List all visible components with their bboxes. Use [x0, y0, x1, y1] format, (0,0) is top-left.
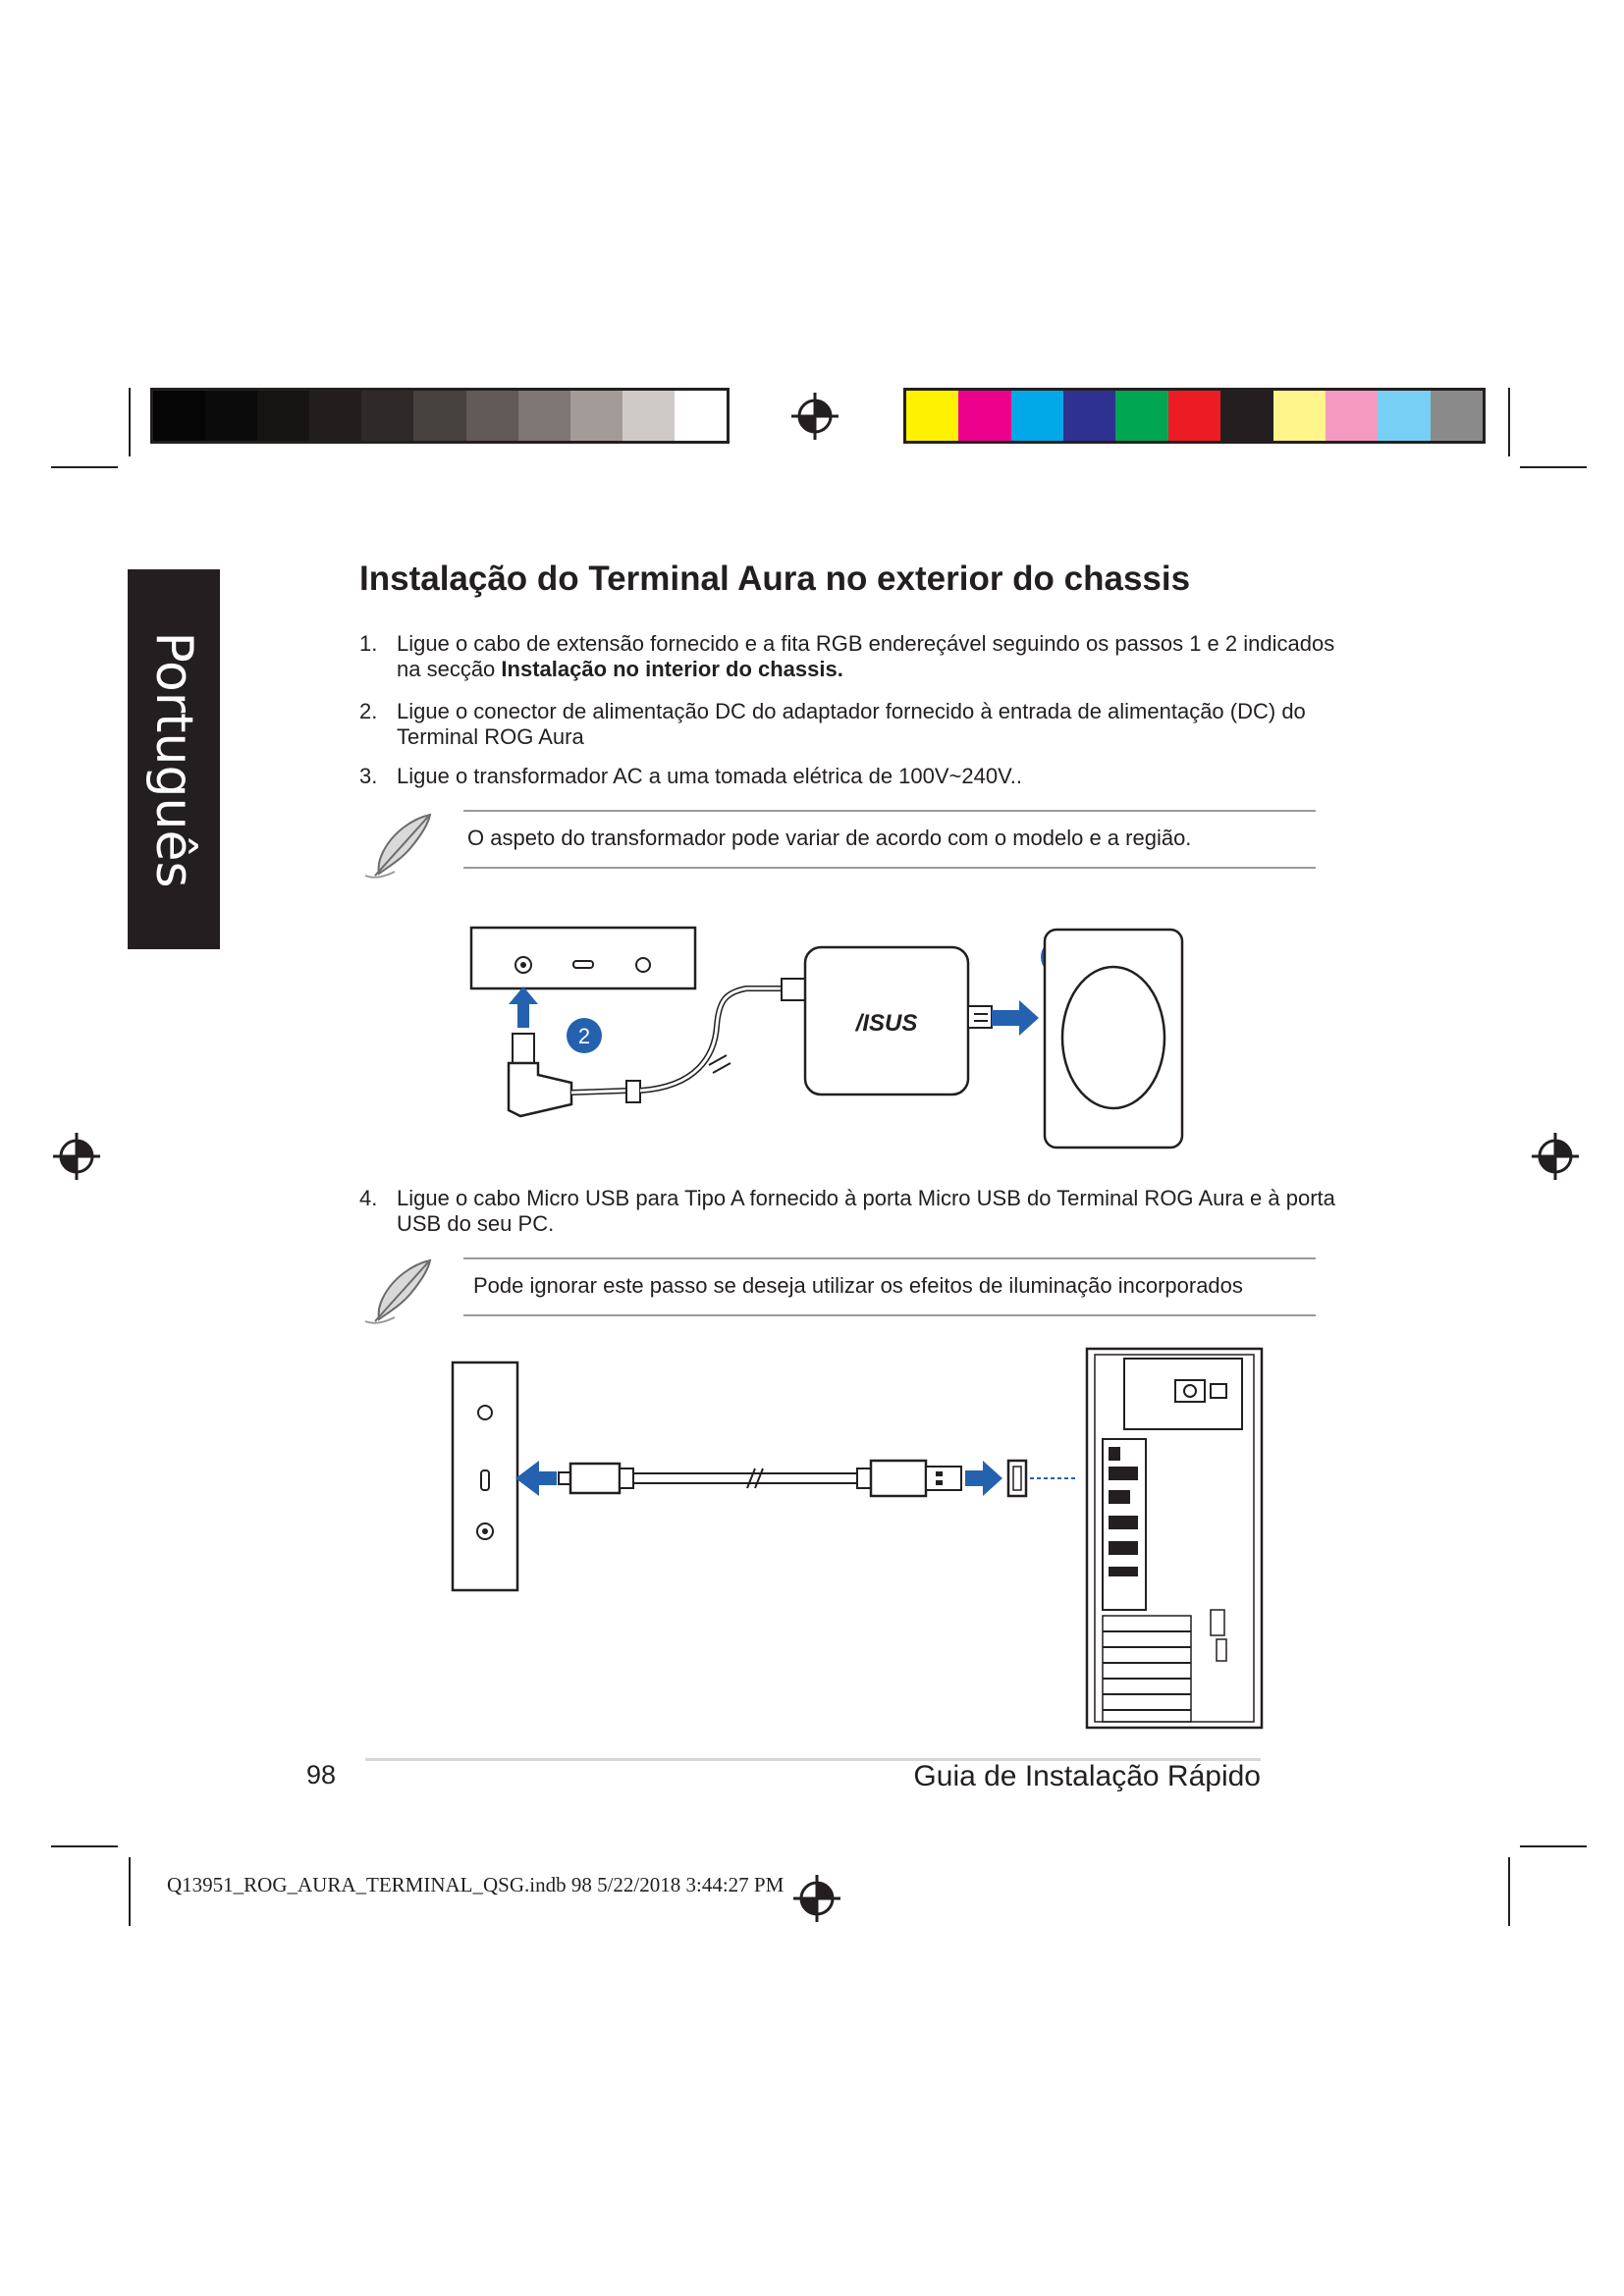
step-text: Ligue o conector de alimentação DC do adaptador fornecido à entrada de alimentação (DC) do Terminal ROG Aura	[397, 699, 1306, 749]
callout-2-label: 2	[577, 1024, 591, 1048]
step-text: Ligue o cabo Micro USB para Tipo A fornecido à porta Micro USB do Terminal ROG Aura e à porta USB do seu PC.	[397, 1186, 1335, 1236]
dc-plug-illustration	[509, 1063, 571, 1116]
step-number: 3.	[359, 764, 378, 788]
language-tab-label: Português	[144, 630, 203, 888]
list-item	[359, 699, 1341, 750]
color-swatch	[1326, 391, 1378, 441]
color-swatch	[153, 391, 205, 441]
crop-mark	[1508, 388, 1510, 456]
color-swatch	[205, 391, 257, 441]
step-number: 4.	[359, 1186, 378, 1210]
color-swatch	[1011, 391, 1063, 441]
note-rule	[463, 1314, 1316, 1316]
color-calibration-bar	[903, 388, 1486, 444]
guide-title: Guia de Instalação Rápido	[913, 1760, 1261, 1792]
list-item	[359, 764, 1341, 789]
color-swatch	[309, 391, 361, 441]
page-number: 98	[306, 1760, 337, 1789]
color-swatch	[1431, 391, 1483, 441]
brand-logo: /ISUS	[855, 1010, 918, 1037]
color-swatch	[413, 391, 465, 441]
color-swatch	[1220, 391, 1272, 441]
arrow-right-icon	[992, 1000, 1039, 1036]
note-feather-icon	[361, 811, 438, 881]
arrow-up-icon	[509, 987, 538, 1028]
color-swatch	[906, 391, 958, 441]
power-adapter-diagram	[461, 918, 1247, 1153]
print-slug: Q13951_ROG_AURA_TERMINAL_QSG.indb 98 5/22/2018 3:44:27 PM	[167, 1873, 785, 1896]
grayscale-calibration-bar	[150, 388, 730, 444]
color-swatch	[958, 391, 1010, 441]
crop-mark	[51, 466, 118, 468]
usb-connection-diagram	[447, 1345, 1272, 1737]
registration-target-icon	[51, 1131, 102, 1182]
note-rule	[463, 867, 1316, 869]
micro-usb-plug-illustration	[570, 1464, 620, 1493]
registration-target-icon	[791, 1873, 842, 1924]
crop-mark	[1508, 1857, 1510, 1926]
color-swatch	[1063, 391, 1115, 441]
step-text-bold: Instalação no interior do chassis.	[501, 657, 843, 681]
note-feather-icon	[361, 1256, 438, 1327]
color-swatch	[361, 391, 413, 441]
step-number: 2.	[359, 699, 378, 723]
note-text: Pode ignorar este passo se deseja utilizar os efeitos de iluminação incorporados	[473, 1273, 1243, 1298]
note-text: O aspeto do transformador pode variar de acordo com o modelo e a região.	[467, 826, 1192, 850]
section-title: Instalação do Terminal Aura no exterior do chassis	[359, 560, 1191, 598]
color-swatch	[623, 391, 675, 441]
registration-target-icon	[789, 391, 840, 442]
step-text: Ligue o transformador AC a uma tomada elétrica de 100V~240V..	[397, 764, 1022, 788]
usb-a-plug-illustration	[871, 1461, 926, 1496]
color-swatch	[466, 391, 518, 441]
color-swatch	[675, 391, 727, 441]
list-item	[359, 631, 1341, 682]
aura-terminal-side-illustration	[453, 1362, 517, 1590]
crop-mark	[1520, 466, 1587, 468]
crop-mark	[1520, 1845, 1587, 1847]
color-swatch	[1273, 391, 1326, 441]
color-swatch	[257, 391, 309, 441]
note-rule	[463, 810, 1316, 812]
list-item	[359, 1186, 1341, 1237]
wall-outlet-illustration	[1045, 930, 1182, 1148]
color-swatch	[570, 391, 623, 441]
arrow-right-icon	[965, 1461, 1002, 1496]
step-number: 1.	[359, 631, 378, 656]
note-rule	[463, 1257, 1316, 1259]
color-swatch	[518, 391, 570, 441]
crop-mark	[129, 1857, 131, 1926]
color-swatch	[1115, 391, 1167, 441]
registration-target-icon	[1530, 1131, 1581, 1182]
color-swatch	[1378, 391, 1430, 441]
step-text: Ligue o cabo de extensão fornecido e a fita RGB endereçável seguindo os passos 1 e 2 indicados na secção	[397, 631, 1335, 681]
color-swatch	[1168, 391, 1220, 441]
language-tab	[128, 569, 220, 949]
arrow-left-icon	[515, 1461, 557, 1496]
crop-mark	[129, 388, 131, 456]
crop-mark	[51, 1845, 118, 1847]
aura-terminal-illustration	[471, 928, 695, 988]
